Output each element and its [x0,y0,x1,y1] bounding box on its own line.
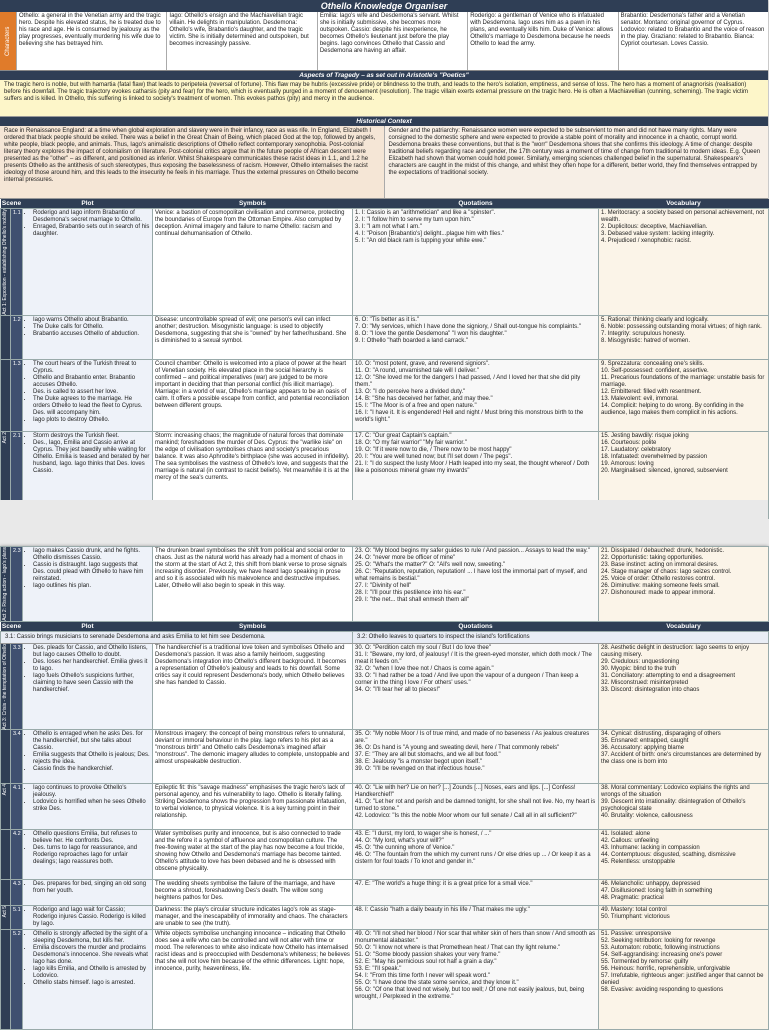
plot-list [25,548,150,590]
symbols-cell: White objects symbolise unchanging innocence – indicating that Othello does see a wife who can be controlled and will not alter with time or mood. The references to white also indicate how Othello has internalised racist ideas and is preoccupied with Desdemona's whiteness; he believes that she will not love him because of the ethnic differences. Light: hope, innocence, purity, heavenliness, life. [153,930,353,1030]
page-title: Othello Knowledge Organiser [0,0,768,12]
list-item: 18. Infatuated: overwhelmed by passion [601,453,708,460]
list-item: 33. O: "I had rather be a toad / And live upon the vapour of a dungeon / Than keep a corner in the thing I love / For others' uses." [355,672,579,686]
symbols-cell: Epileptic fit: this "savage madness" emphasises the tragic hero's lack of personal agency, and his vulnerability to Iago. Othello is literally falling. Striking Desdemona shows the progression from passionate infatuation, to verbal violence, to physical violence. It is a key turning point in their relationship. [153,784,353,830]
list-item: 39. O: "I'll be revenged on that infectious house." [355,766,485,773]
list-item: 54. I: "From this time forth I never will speak word." [355,973,490,980]
list-item: 50. Triumphant: victorious [601,914,670,921]
plot-point: • Lodovico is horrified when he sees Othello strike Des. [33,799,150,813]
list-item: 37. Accident of birth: one's circumstances are determined by the class one is born into [601,752,762,766]
plot-point: • Iago kills Emilia, and Othello is arrested by Lodovico. [33,966,150,980]
list-item: 56. O: "Of one that loved not wisely, but too well; / Of one not easily jealous, but, being wrought, / Perplexed in the extreme." [355,987,585,1001]
table-row [1,906,769,930]
quotes-cell [353,906,599,930]
plot-point: • Des. turns to Iago for reassurance, and Roderigo reproaches Iago for unfair dealings; Iago reassures both. [33,845,150,866]
list-item: 49. Mastery: total control [601,907,667,914]
plot-list [25,831,150,866]
list-item: 4. I: "Poison [Brabantio's] delight...plague him with flies." [355,231,505,237]
act-label [1,315,11,359]
plot-point: • Brabantio accuses Othello of abduction. [33,331,150,338]
list-item: 17. C: "Our great Captain's captain." [355,432,452,439]
quotes-cell [353,880,599,906]
plot-cell [23,784,153,830]
scene-number: 2.1 [11,431,23,501]
list-item: 5. Rational: thinking clearly and logically. [601,316,709,323]
plot-point: • Emilia discovers the murder and proclaims Desdemona's innocence. She reveals what Iago has done. [33,945,150,966]
plot-list [25,361,150,424]
vocab-cell [599,730,769,784]
plot-cell [23,643,153,730]
quotes-cell [353,315,599,359]
list-item: 20. I: "You are well tuned now; but I'll set down / The pegs". [355,453,513,460]
list-item: 27. Dishonoured: made to appear immoral. [601,590,716,596]
plot-cell [23,880,153,906]
act-label: Act 5 [1,906,11,930]
list-item: 38. E: Jealousy "is a monster begot upon itself." [355,759,482,766]
plot-point: • Storm destroys the Turkish fleet. [33,433,150,440]
col-plot: Plot [23,622,153,632]
list-item: 40. O: "Lie with her? Lie on her? [...] Zounds [...] Noses, ears and lips. [...] Confess! Handkerchief!" [355,785,576,799]
table-row [1,643,769,730]
list-item: 30. O: "Perdition catch my soul / But I do love thee" [355,644,491,651]
symbols-cell: The wedding sheets symbolise the failure of the marriage, and have become a shroud, foreshadowing Des's death. The willow song heightens pathos for Des. [153,880,353,906]
list-item: 29. Credulous: unquestioning [601,658,680,665]
scene-number: 1.1 [11,209,23,316]
list-item: 11. Precarious foundations of the marriage: unstable basis for marriage. [601,374,765,388]
vocab-cell [599,547,769,622]
list-item: 26. C: "Reputation, reputation, reputation! ... I have lost the immortal part of myself, and what remains is bestial." [355,569,587,582]
list-item: 17. Laudatory: celebratory [601,446,671,453]
list-item: 9. I: Othello "hath boarded a land carrack." [355,337,468,344]
plot-point: • Des. pleads for Cassio, and Othello listens, but Iago causes Othello to doubt. [33,645,150,659]
list-item: 32. O: "when I love thee not / Chaos is come again." [355,665,494,672]
list-item: 51. Passive: unresponsive [601,931,672,938]
quotes-cell [353,830,599,880]
list-item: 34. Cynical: distrusting, disparaging of others [601,731,721,738]
act-label: Act 1: Exposition - establishing Othello's nobility [1,209,11,316]
list-item: 55. O: "I have done the state some service, and they know it." [355,980,519,987]
vocab-cell [599,209,769,316]
scene-number: 2.3 [11,547,23,622]
list-item: 22. Opportunistic: taking opportunities. [601,555,704,561]
list-item: 16. Courteous: polite [601,439,657,446]
scene-number: 5.2 [11,930,23,1030]
list-item: 9. Sprezzatura: concealing one's skills. [601,360,705,367]
plot-cell [23,730,153,784]
list-item: 35. Ensnared: entrapped, caught [601,738,689,745]
act-label: Act 4 [1,784,11,830]
symbols-cell: Monstrous imagery: the concept of being monstrous refers to unnatural, deviant or immoral behaviour in the play. Iago refers to his plot as a "monstrous birth" and Othello calls Desdemona's imagined affair "monstrous". The demonic imagery alludes to complete, unstoppable and almost unspeakable destruction. [153,730,353,784]
table-row [1,930,769,1030]
quotes-cell [353,784,599,830]
scene-number: 3.3 [11,643,23,730]
act-label: Act 2 [1,431,11,501]
character-cell-minor: Brabantio: Desdemona's father and a Venetian senator. Montano: original governor of Cyprus. Lodovico: related to Brabantio and the voice of reason in the play. Graziano: related to Brabantio. Bianca: Cypriot courtesan. Loves Cassio. [618,12,768,70]
list-item: 45. O: "the cunning whore of Venice." [355,845,455,852]
table-row [1,784,769,830]
plot-list [25,785,150,813]
col-scene: Scene [1,622,22,630]
plot-point: • Othello is strongly affected by the sight of a sleeping Desdemona, but kills her. [33,931,150,945]
scene-number: 1.3 [11,359,23,431]
list-item: 56. Heinous: horrific, reprehensible, unforgivable [601,966,731,973]
list-item: 35. O: "My noble Moor / Is of true mind, and made of no baseness / As jealous creatures are." [355,731,590,745]
vocab-cell [599,830,769,880]
act-label: Act 2: Rising action - Iago's plans [1,547,11,622]
list-item: 24. O: "never more be officer of mine" [355,555,456,561]
plot-point: • Cassio is distraught. Iago suggests that Des. could plead with Othello to have him reinstated. [33,562,150,583]
list-item: 52. Seeking retribution: looking for revenge [601,938,716,945]
plot-point: • Iago makes Cassio drunk, and he fights. Othello dismisses Cassio. [33,548,150,562]
list-item: 43. Inhumane: lacking in compassion [601,845,700,852]
scene-table-1 [0,199,769,519]
vocab-cell [599,431,769,501]
symbols-cell: Disease: uncontrollable spread of evil; one person's evil can infect another; destruction. Misogynistic language: is used to objectify Desdemona, suggesting that she is "owned" by her father/husband. She is diminished to a sexual symbol. [153,315,353,359]
plot-point: • The court hears of the Turkish threat to Cyprus. [33,361,150,375]
plot-point: • Iago continues to provoke Othello's jealousy. [33,785,150,799]
act-label [1,880,11,906]
list-item: 42. Lodovico: "Is this the noble Moor whom our full senate / Call all in all sufficient?" [355,813,577,820]
list-item: 38. Moral commentary: Lodovico explains the rights and wrongs of the situation [601,785,750,799]
col-quotations: Quotations [353,199,599,209]
plot-cell [23,547,153,622]
list-item: 13. Malevolent: evil, immoral. [601,395,679,402]
list-item: 25. O: "What's the matter?" O: "All's well now, sweeting." [355,562,506,568]
col-quotations: Quotations [353,622,599,632]
list-item: 8. Misogynistic: hatred of women. [601,337,691,344]
table-row [1,315,769,359]
table-row [1,830,769,880]
list-item: 54. Self-aggrandising: increasing one's power [601,952,723,959]
list-item: 44. Contemptuous: disgusted, scathing, dismissive [601,852,736,859]
plot-list [25,907,150,928]
plot-point: • Othello and Brabantio enter. Brabantio accuses Othello. [33,375,150,389]
list-item: 3. Debased value system: lacking integrity. [601,231,715,237]
symbols-cell: Venice: a bastion of cosmopolitan civilisation and commerce, protecting the boundaries of Europe from the Ottoman Empire. Also corrupted by deception. Animal imagery and failure to name Othello: racism and continual dehumanisation of Othello. [153,209,353,316]
list-item: 29. I: "the net... that shall enmesh them all" [355,597,469,603]
list-item: 36. O: Ds hand is "A young and sweating devil, here / That commonly rebels" [355,745,560,752]
scene-table-top [0,546,769,622]
list-item: 19. Amorous: loving [601,460,654,467]
context-race: Race in Renaissance England: at a time when global exploration and slavery were in their infancy, race as was rife. In England, Elizabeth I ordered that black people should be exiled. There was a belief in the Great Chain of Being, which placed God at the top, followed by angels, white people, black people, and animals. Thus, Iago's animalistic descriptions of Othello reflect contemporary xenophobia. Post-colonial literary theory explores the impact of colonialism on literature. Post-colonial critics argue that in the future people of African descent were presented as the "other" – as different, and positioned as inferior. Whilst Shakespeare communicates these racist ideas in 1.1, and 1.2 he presents Othello as the antithesis of such stereotypes, thus exposing the baselessness of racism. However, Othello internalises the racist ideology of those around him, and this leads to the insecurity he feels in his marriage. Thus the external pressures on Othello become internal pressures. [4,128,376,183]
character-cell-iago-desdemona: Iago: Othello's ensign and the Machiavellian tragic villain. He delights in manipulation. Desdemona: Othello's wife, Brabantio's daughter, and the tragic victim. She is initially determined and outspoken, but becomes increasingly passive. [166,12,316,70]
scene-number: 1.2 [11,315,23,359]
list-item: 24. Stage manager of chaos: Iago seizes control. [601,569,732,575]
col-scene: Scene [1,200,22,207]
list-item: 36. Accusatory: applying blame [601,745,685,752]
quotes-cell [353,431,599,501]
list-item: 50. O: "I know not where is that Promethean heat / That can thy light relume." [355,945,561,952]
quotes-cell [353,643,599,730]
list-item: 49. O: "I'll not shed her blood / Nor scar that whiter skin of hers than snow / And smooth as monumental alabaster." [355,931,596,945]
list-item: 6. O: "Tis better as it is." [355,316,420,323]
list-item: 19. O: "If it were now to die, / There now to be most happy" [355,446,512,453]
quotes-cell [353,209,599,316]
list-item: 3. I: "I am not what I am." [355,224,422,230]
character-cell-othello: Othello: a general in the Venetian army and the tragic hero. Despite his elevated status, he is treated due to his race and age. He is consumed by jealousy as the play progresses, eventually murdering his wife due to believing she has betrayed him. [16,12,166,70]
list-item: 57. Irrefutable, righteous anger: justified anger that cannot be denied [601,973,764,987]
symbols-cell: Water symbolises purity and innocence, but is also connected to trade and the refore it a symbol of affluence and cosmopolitan culture. The free-flowing water at the start of the play has now become a foul trickle, showing how Othello and Desdemona's marriage has become tainted. Othello's attitude to love has been debased and he is obsessed with obscene physicality. [153,830,353,880]
tragedy-heading: Aspects of Tragedy – as set out in Aristotle's "Poetics" [0,71,768,80]
list-item: 5. I: "An old black ram is tupping your white ewe." [355,238,487,244]
vocab-cell [599,906,769,930]
vocab-cell [599,643,769,730]
context-row [0,126,768,199]
list-item: 44. O: "My lord, what's your will?" [355,838,444,845]
list-item: 34. O: "I'll tear her all to pieces!" [355,686,441,693]
scene-number: 5.1 [11,906,23,930]
list-item: 58. Evasive: avoiding responding to questions [601,987,724,994]
list-item: 4. Prejudiced / xenophobic: racist. [601,238,692,244]
table-row [1,209,769,316]
list-item: 23. Base instinct: acting on immoral desires. [601,562,719,568]
symbols-cell: The drunken brawl symbolises the shift from political and social order to chaos. Just as the natural world has already had a moment of chaos in the storm at the start of Act 2, this shift from blank verse to prose signals increasing disorder. Previously, we have heard Iago speaking in prose and so it is associated with his malevolence and destructive impulses. Later, Othello will also begin to speak in this way. [153,547,353,622]
plot-point: • The Duke calls for Othello. [33,324,150,331]
list-item: 41. Isolated: alone [601,831,651,838]
plot-point: • Cassio finds the handkerchief. [33,766,150,773]
list-item: 31. Conciliatory: attempting to end a disagreement [601,672,736,679]
plot-point: • Roderigo and Iago wait for Cassio; Roderigo injures Cassio. Roderigo is killed by Iago. [33,907,150,928]
list-item: 45. Relentless: unstoppable [601,859,676,866]
plot-list [25,433,150,475]
list-item: 43. E: "I durst, my lord, to wager she is honest, / ..." [355,831,492,838]
list-item: 7. O: "My services, which I have done the signiory, / Shall out-tongue his complaints." [355,323,581,330]
symbols-cell: Darkness: the play's circular structure indicates Iago's role as stage-manager, and the inescapability of immorality and chaos. The characters are unable to see (the truth). [153,906,353,930]
plot-cell [23,830,153,880]
act-label: Act 3: Crisis - the temptation of Othello [1,643,11,730]
plot-list [25,317,150,338]
plot-point: • Roderigo and Iago inform Brabantio of Desdemona's secret marriage to Othello. [33,210,150,224]
plot-point: • Enraged, Brabantio sets out in search of his daughter. [33,224,150,238]
table-row [1,547,769,622]
plot-point: • Des. is called to assert her love. [33,389,150,396]
list-item: 11. O: "A round, unvarnished tale will I deliver." [355,367,479,374]
characters-row [0,12,768,71]
col-vocabulary: Vocabulary [599,622,769,632]
act-label [1,930,11,1030]
plot-point: • Othello is enraged when he asks Des. for the handkerchief, but she talks about Cassio. [33,731,150,752]
list-item: 48. I: Cassio "hath a daily beauty in his life / That makes me ugly." [355,907,530,914]
scene-3-1-summary: 3.1: Cassio brings musicians to serenade Desdemona and asks Emilia to let him see Desdemona. [1,631,353,643]
plot-point: • Iago outlines his plan. [33,583,150,590]
context-gender: Gender and the patriarchy: Renaissance women were expected to be subservient to men and did not have many rights. Many were consigned to the domestic sphere and were expected to provide a stable point of morality and innocence in a chaotic, corrupt world. Desdemona breaks these conventions, but that is the "worr" Desdemona shows that she confirms this ideology. A time of change: despite traditional beliefs regarding race and gender, the 17th century was a moment of time of change from traditional to modern ideas. E.g. Queen Elizabeth had shown that women could hold power. Similarly, emerging sciences challenged belief in the supernatural. Shakespeare's characters are caught in the midst of this change, and whilst they often hope for a different, better world, they find themselves entrapped by the expectations of traditional society. [384,126,769,198]
list-item: 47. Disillusioned: losing faith in something [601,888,713,895]
organiser-page-2 [0,546,768,1024]
plot-point: • Emilia suggests that Othello is jealous; Des. rejects the idea. [33,752,150,766]
list-item: 21. I: "I do suspect the lusty Moor / Hath leaped into my seat, the thought whereof / Doth like a poisonous mineral gnaw my inwards" [355,460,590,474]
symbols-cell: Storm: increasing chaos; the magnitude of natural forces that dominate mankind; foreshadows the murder of Des. Cyprus: the "warlike isle" on the edge of civilisation symbolises chaos and society's precarious balance. It was also Aphrodite's birthplace (she was accused in infidelity). The sea symbolises the vastness of Othello's love, and suggests that the marriage is natural (in contrast to racist beliefs). Yet meanwhile it is at the mercy of the sea's currents. [153,431,353,501]
col-plot: Plot [23,199,153,209]
character-cell-emilia-cassio: Emilia: Iago's wife and Desdemona's servant. Whilst she is initially submissive, she becomes more outspoken. Cassio: despite his inexperience, he becomes Othello's lieutenant just before the play begins. Iago convinces Othello that Cassio and Desdemona are having an affair. [317,12,467,70]
plot-list [25,645,150,694]
plot-list [25,881,150,895]
list-item: 37. E: "They are all but stomachs, and we all but food." [355,752,501,759]
plot-list [25,210,150,238]
plot-point: • Iago fuels Othello's suspicions further, claiming to have seen Cassio with the handkerchief. [33,673,150,694]
list-item: 48. Pragmatic: practical [601,895,664,902]
plot-cell [23,359,153,431]
list-item: 25. Voice of order: Othello restores control. [601,576,716,582]
col-symbols: Symbols [153,199,353,209]
plot-cell [23,315,153,359]
list-item: 52. E: "May his pernicious soul rot half a grain a day." [355,959,497,966]
quotes-cell [353,359,599,431]
list-item: 30. Myopic: blind to the truth [601,665,677,672]
list-item: 8. O: "I love the gentle Desdemona" "I won his daughter." [355,330,507,337]
plot-point: • Iago warns Othello about Brabantio. [33,317,150,324]
vocab-cell [599,359,769,431]
plot-point: • Othello questions Emilia, but refuses to believe her. He confronts Des. [33,831,150,845]
scene-number: 4.2 [11,830,23,880]
scene-3-2-summary: 3.2: Othello leaves to quarters to inspect the island's fortifications [353,631,769,643]
organiser-page-1 [0,0,768,500]
list-item: 33. Discord: disintegration into chaos [601,686,700,693]
plot-cell [23,209,153,316]
list-item: 40. Brutality: violence, callousness [601,813,693,820]
list-item: 2. I: "I follow him to serve my turn upon him." [355,217,474,223]
list-item: 32. Misconstrued: misinterpreted [601,679,689,686]
list-item: 16. I: "I have it. It is engendered! Hell and night / Must bring this monstrous birth to the world's light." [355,409,584,423]
list-item: 7. Integrity: scrupulous honesty. [601,330,686,337]
plot-list [25,731,150,773]
vocab-cell [599,784,769,830]
symbols-cell: Council chamber: Othello is welcomed into a place of power at the heart of Venetian society. His elevated place in the social hierarchy is confirmed – and political imperatives (war) are judged to be more important in deciding that than personal conflict (his illicit marriage). Marriage: in a world of war, Othello's marriage appears to be an oasis of calm. It offers a possible escape from conflict, and potential reconciliation between different groups. [153,359,353,431]
list-item: 23. O: "My blood begins my safer guides to rule / And passion... Assays to lead the way." [355,548,590,554]
list-item: 55. Tormented by remorse: guilty [601,959,689,966]
plot-cell [23,930,153,1030]
characters-label: Characters [0,12,16,70]
list-item: 51. O: "Some bloody passion shakes your very frame." [355,952,501,959]
list-item: 20. Marginalised: silenced, ignored, subservient [601,467,728,474]
list-item: 46. Melancholic: unhappy, depressed [601,881,700,888]
list-item: 14. Complicit: helping to do wrong. By confiding in the audience, Iago makes them complicit in his actions. [601,402,744,416]
list-item: 2. Duplicitous: deceptive, Machiavellian. [601,224,708,230]
vocab-cell [599,930,769,1030]
character-cell-roderigo-duke: Roderigo: a gentleman of Venice who is infatuated with Desdemona. Iago uses him as a pawn in his plans, and eventually kills him. Duke of Venice: allows Othello's marriage to Desdemona because he needs Othello to lead the army. [467,12,617,70]
list-item: 31. I: "Beware, my lord, of jealousy! / It is the green-eyed monster, which doth mock / The meat it feeds on." [355,651,592,665]
quotes-cell [353,547,599,622]
list-item: 6. Noble: possessing outstanding moral virtues; of high rank. [601,323,762,330]
col-symbols: Symbols [153,622,353,632]
scene-number: 3.4 [11,730,23,784]
scene-table-2 [0,622,769,1030]
plot-point: • Des. prepares for bed, singing an old song from her youth. [33,881,150,895]
list-item: 46. O: "The fountain from the which my current runs / Or else dries up ... / Or keep it as a cistern for foul toads / To knot and gender in." [355,852,591,866]
quotes-cell [353,930,599,1030]
list-item: 1. I: Cassio is an "arithmetician" and like a "spinster". [355,210,496,216]
plot-cell [23,906,153,930]
plot-point: • The Duke agrees to the marriage. He orders Othello to lead the fleet to Cyprus. Des. will accompany him. [33,396,150,417]
list-item: 28. Aesthetic delight in destruction: Iago seems to enjoy causing misery. [601,644,750,658]
scene-number: 4.3 [11,880,23,906]
list-item: 26. Diminutive: making someone feels small. [601,583,720,589]
list-item: 27. I: "Divinity of hell" [355,583,412,589]
list-item: 39. Descent into irrationality: disintegration of Othello's psychological state [601,799,746,813]
vocab-cell [599,315,769,359]
act-label [1,730,11,784]
list-item: 21. Dissipated / debauched: drunk, hedonistic. [601,548,725,554]
symbols-cell: The handkerchief is a traditional love token and symbolises Othello and Desdemona's passion. It was also a family heirloom, suggesting Desdemona's integration into Othello's different background. It becomes a representation of Othello's jealousy and leads to his downfall. Some critics say it could represent Desdemona's body, which Othello believes she has handed to Cassio. [153,643,353,730]
list-item: 10. Self-possessed: confident, assertive. [601,367,709,374]
plot-list [25,931,150,987]
plot-point: • Des. loses her handkerchief. Emilia gives it to Iago. [33,659,150,673]
list-item: 41. O: "Let her rot and perish and be damned tonight, for she shall not live. No, my heart is turned to stone." [355,799,596,813]
list-item: 13. O: "I do perceive here a divided duty." [355,388,466,395]
list-item: 10. O: "most potent, grave, and reverend signiors". [355,360,490,367]
quotes-cell [353,730,599,784]
list-item: 12. O: "She loved me for the dangers I had passed, / And I loved her that she did pity them." [355,374,581,388]
page-gap [0,500,768,546]
table-row [1,431,769,501]
list-item: 1. Meritocracy: a society based on personal achievement, not wealth. [601,210,765,223]
list-item: 53. Automaton: robotic, following instructions [601,945,720,952]
plot-point: • Des., Iago, Emilia and Cassio arrive at Cyprus. They jest bawdily while waiting for Othello. Emilia is teased and berated by her husband, Iago. Iago thinks that Des. loves Cassio. [33,440,150,475]
plot-point: • Othello stabs himself. Iago is arrested. [33,980,150,987]
list-item: 14. B: "She has deceived her father, and may thee." [355,395,493,402]
table-row [1,880,769,906]
plot-cell [23,431,153,501]
act-label [1,830,11,880]
act-label [1,359,11,431]
context-heading: Historical Context [0,117,768,126]
list-item: 47. E: "The world's a huge thing: it is a great price for a small vice." [355,881,533,888]
list-item: 42. Callous: unfeeling [601,838,659,845]
list-item: 15. I: "The Moor is of a free and open nature." [355,402,477,409]
plot-point: • Iago plots to destroy Othello. [33,417,150,424]
vocab-cell [599,880,769,906]
table-row [1,730,769,784]
list-item: 12. Embittered: filled with resentment. [601,388,702,395]
list-item: 15. Jesting bawdily: risque joking [601,432,689,439]
list-item: 18. O: "O my fair warrior" "My fair warrior." [355,439,467,446]
list-item: 53. E: "I'll speak." [355,966,402,973]
col-vocabulary: Vocabulary [599,199,769,209]
table-row [1,359,769,431]
scene-number: 4.1 [11,784,23,830]
tragedy-text: The tragic hero is noble, but with hamartia (fatal flaw) that leads to peripeteia (reversal of fortune). This flaw may be hubris (excessive pride) or blindness to the truth, and leads to the hero's isolation, emptiness, and sense of loss. The hero has a moment of anagnorisis (realisation) before his downfall. The tragic trajectory evokes catharsis (pity and fear) for the hero, which is eventually purged in a moment of denouement (resolution). The tragic villain exerts external pressure on the tragic hero. He is often a Machiavellian (cunning, scheming). The tragic victim suffers and is killed. In Othello, this suffering is linked to society's treatment of women. This evokes pathos (pity) and mercy in the audience. [0,80,768,117]
list-item: 28. I: "I'll pour this pestilence into his ear." [355,590,466,596]
